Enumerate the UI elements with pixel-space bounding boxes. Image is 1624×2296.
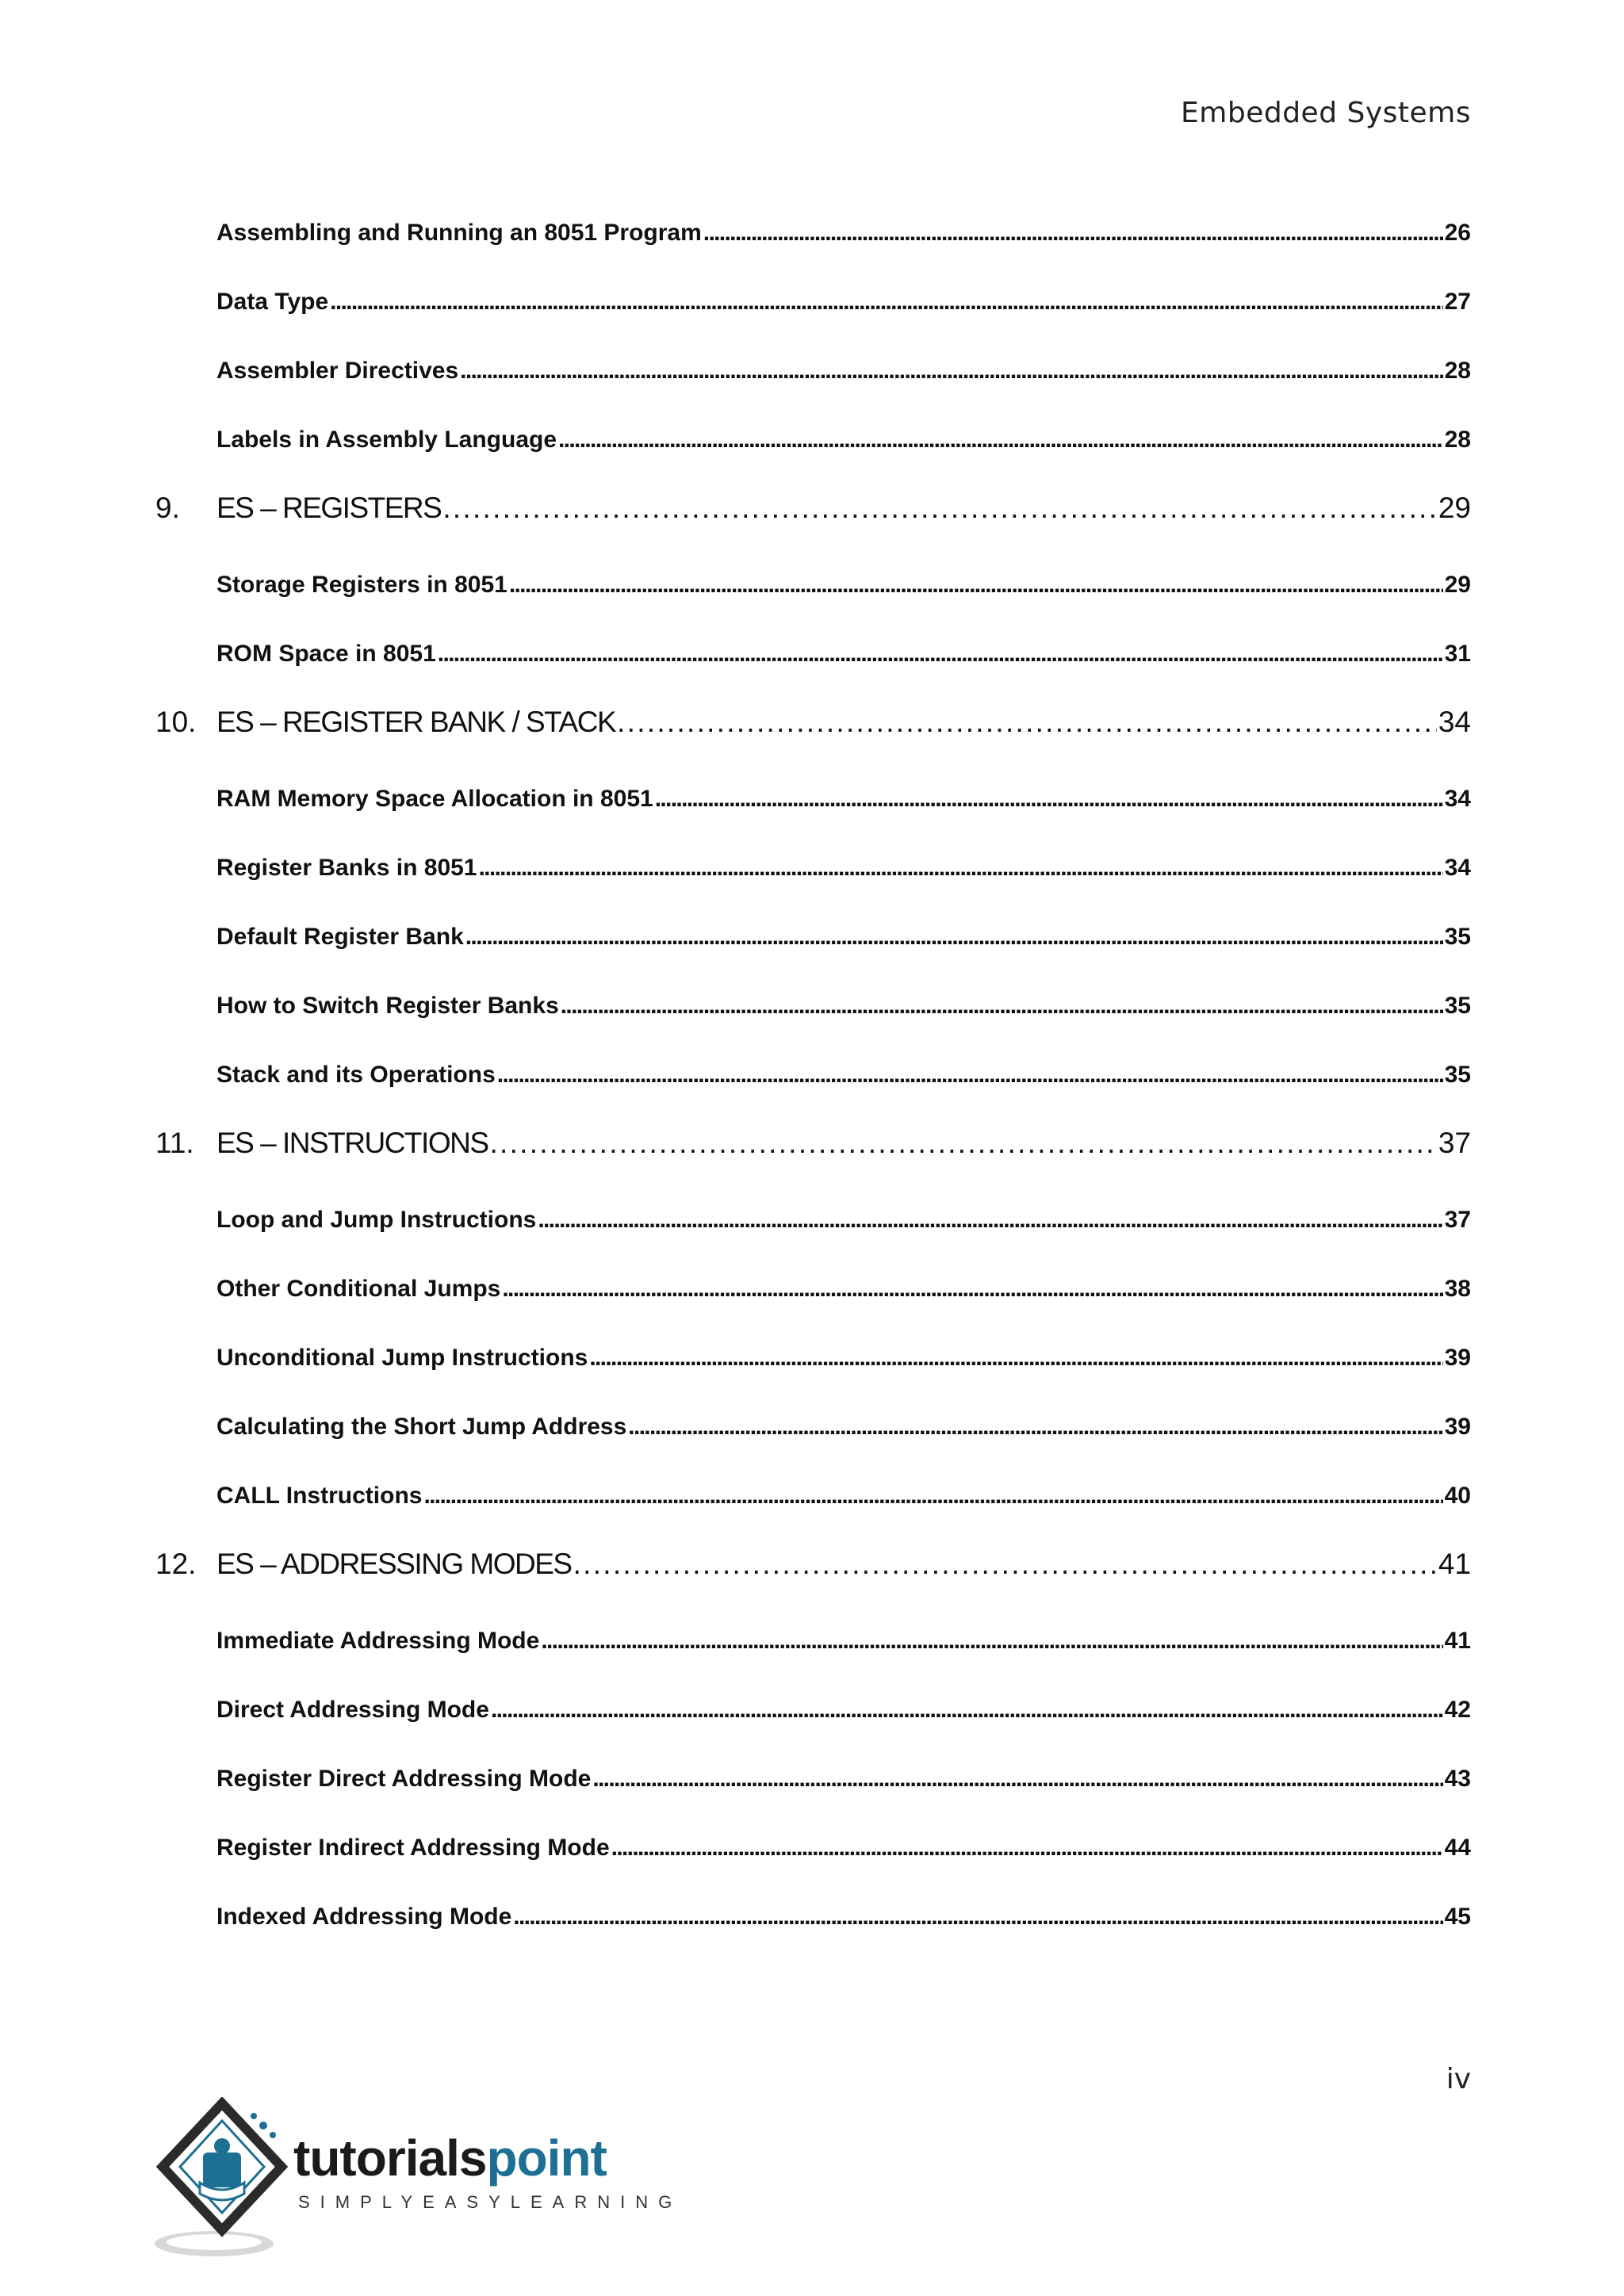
toc-section-entry[interactable] <box>155 619 1471 688</box>
dot-leader <box>465 924 1443 951</box>
toc-section-title: Direct Addressing Mode <box>216 1696 489 1723</box>
toc-section-title: Labels in Assembly Language <box>216 426 557 453</box>
dot-leader <box>423 1483 1442 1510</box>
toc-section-entry[interactable] <box>155 1606 1471 1675</box>
toc-chapter-number: 12. <box>155 1548 197 1580</box>
toc-chapter-title: ES – REGISTER BANK / STACK <box>216 706 616 738</box>
dot-leader <box>491 1697 1443 1724</box>
dot-leader <box>460 358 1442 385</box>
dot-leader <box>561 993 1443 1020</box>
toc-section-title: How to Switch Register Banks <box>216 992 559 1019</box>
toc-page-number: 37 <box>1444 1206 1471 1233</box>
toc-section-entry[interactable] <box>155 1675 1471 1744</box>
dot-leader <box>628 1414 1442 1441</box>
toc-page-number: 42 <box>1444 1696 1471 1723</box>
toc-chapter-number: 9. <box>155 492 180 524</box>
toc-section-entry[interactable] <box>155 336 1471 405</box>
toc-section-entry[interactable] <box>155 833 1471 902</box>
toc-chapter-number: 10. <box>155 706 197 738</box>
dot-leader <box>497 1062 1443 1089</box>
toc-page-number: 45 <box>1444 1903 1471 1930</box>
dot-leader <box>509 572 1443 599</box>
toc-page-number: 39 <box>1444 1344 1471 1371</box>
toc-page-number: 34 <box>1444 785 1471 812</box>
toc-section-entry[interactable] <box>155 267 1471 336</box>
dot-leader <box>538 1207 1442 1234</box>
toc-section-title: Data Type <box>216 288 329 315</box>
toc-section-title: Register Banks in 8051 <box>216 854 477 881</box>
toc-section-entry[interactable] <box>155 902 1471 971</box>
toc-section-entry[interactable] <box>155 1185 1471 1254</box>
toc-section-title: Register Direct Addressing Mode <box>216 1765 592 1792</box>
toc-page-number: 44 <box>1444 1834 1471 1861</box>
toc-page-number: 38 <box>1444 1275 1471 1302</box>
dot-leader <box>611 1835 1443 1862</box>
dot-leader <box>541 1628 1442 1655</box>
toc-chapter-title: ES – ADDRESSING MODES <box>216 1548 572 1580</box>
logo-wordmark <box>293 2129 607 2187</box>
table-of-contents <box>155 198 1471 1951</box>
dot-leader <box>558 427 1443 453</box>
page-number: iv <box>1446 2063 1471 2095</box>
tutorialspoint-logo <box>151 2097 683 2263</box>
toc-section-entry[interactable] <box>155 971 1471 1040</box>
toc-chapter-title: ES – REGISTERS <box>216 492 442 524</box>
dot-leader <box>438 641 1443 668</box>
toc-page-number: 43 <box>1444 1765 1471 1792</box>
toc-section-entry[interactable] <box>155 1744 1471 1813</box>
logo-wordmark-point: point <box>486 2130 607 2187</box>
toc-page-number: 41 <box>1444 1627 1471 1654</box>
toc-section-title: Storage Registers in 8051 <box>216 571 508 598</box>
toc-page-number: 28 <box>1444 426 1471 453</box>
toc-page-number: 31 <box>1444 640 1471 667</box>
toc-section-entry[interactable] <box>155 1040 1471 1109</box>
toc-page-number: 26 <box>1444 219 1471 246</box>
toc-section-entry[interactable] <box>155 1461 1471 1530</box>
dot-leader <box>502 1276 1442 1303</box>
toc-page-number: 35 <box>1444 992 1471 1019</box>
toc-section-title: Register Indirect Addressing Mode <box>216 1834 610 1861</box>
toc-section-entry[interactable] <box>155 1254 1471 1323</box>
toc-section-title: Assembling and Running an 8051 Program <box>216 219 702 246</box>
toc-section-entry[interactable] <box>155 1882 1471 1951</box>
toc-page-number: 34 <box>1444 854 1471 881</box>
toc-section-title: Loop and Jump Instructions <box>216 1206 537 1233</box>
toc-section-entry[interactable] <box>155 198 1471 267</box>
toc-section-entry[interactable] <box>155 405 1471 474</box>
toc-chapter-entry[interactable] <box>155 1127 1471 1176</box>
toc-page-number: 37 <box>1438 1127 1471 1159</box>
toc-page-number: 41 <box>1438 1548 1471 1580</box>
dot-leader <box>490 1127 1437 1160</box>
toc-section-title: Other Conditional Jumps <box>216 1275 501 1302</box>
toc-page-number: 35 <box>1444 1061 1471 1088</box>
logo-diamond-icon <box>151 2097 293 2263</box>
toc-page-number: 29 <box>1438 492 1471 524</box>
toc-chapter-entry[interactable] <box>155 706 1471 755</box>
dot-leader <box>479 855 1443 882</box>
running-header: Embedded Systems <box>1181 97 1471 129</box>
toc-section-title: Calculating the Short Jump Address <box>216 1413 627 1440</box>
dot-leader <box>703 220 1443 247</box>
dot-leader <box>592 1766 1442 1793</box>
dot-leader <box>617 706 1437 739</box>
dot-leader <box>589 1345 1442 1372</box>
toc-chapter-entry[interactable] <box>155 492 1471 541</box>
toc-section-title: Immediate Addressing Mode <box>216 1627 540 1654</box>
toc-page-number: 28 <box>1444 357 1471 384</box>
toc-page-number: 29 <box>1444 571 1471 598</box>
toc-page-number: 34 <box>1438 706 1471 738</box>
dot-leader <box>573 1548 1437 1581</box>
dot-leader <box>513 1904 1442 1931</box>
toc-section-title: ROM Space in 8051 <box>216 640 436 667</box>
toc-section-entry[interactable] <box>155 1392 1471 1461</box>
toc-chapter-number: 11. <box>155 1127 194 1159</box>
toc-page-number: 39 <box>1444 1413 1471 1440</box>
toc-section-entry[interactable] <box>155 550 1471 619</box>
toc-section-title: CALL Instructions <box>216 1482 423 1509</box>
dot-leader <box>330 289 1442 316</box>
toc-section-entry[interactable] <box>155 1323 1471 1392</box>
toc-chapter-entry[interactable] <box>155 1548 1471 1597</box>
toc-section-title: Assembler Directives <box>216 357 459 384</box>
toc-page-number: 40 <box>1444 1482 1471 1509</box>
toc-section-title: Stack and its Operations <box>216 1061 496 1088</box>
logo-tagline: SIMPLYEASYLEARNING <box>298 2192 683 2212</box>
toc-section-title: RAM Memory Space Allocation in 8051 <box>216 785 653 812</box>
toc-chapter-title: ES – INSTRUCTIONS <box>216 1127 488 1159</box>
toc-section-title: Default Register Bank <box>216 923 464 950</box>
toc-page-number: 27 <box>1444 288 1471 315</box>
toc-page-number: 35 <box>1444 923 1471 950</box>
toc-section-entry[interactable] <box>155 1813 1471 1882</box>
dot-leader <box>442 492 1437 525</box>
toc-section-title: Unconditional Jump Instructions <box>216 1344 588 1371</box>
toc-section-entry[interactable] <box>155 764 1471 833</box>
logo-wordmark-tutorials: tutorials <box>293 2130 487 2187</box>
toc-section-title: Indexed Addressing Mode <box>216 1903 512 1930</box>
dot-leader <box>655 786 1443 813</box>
